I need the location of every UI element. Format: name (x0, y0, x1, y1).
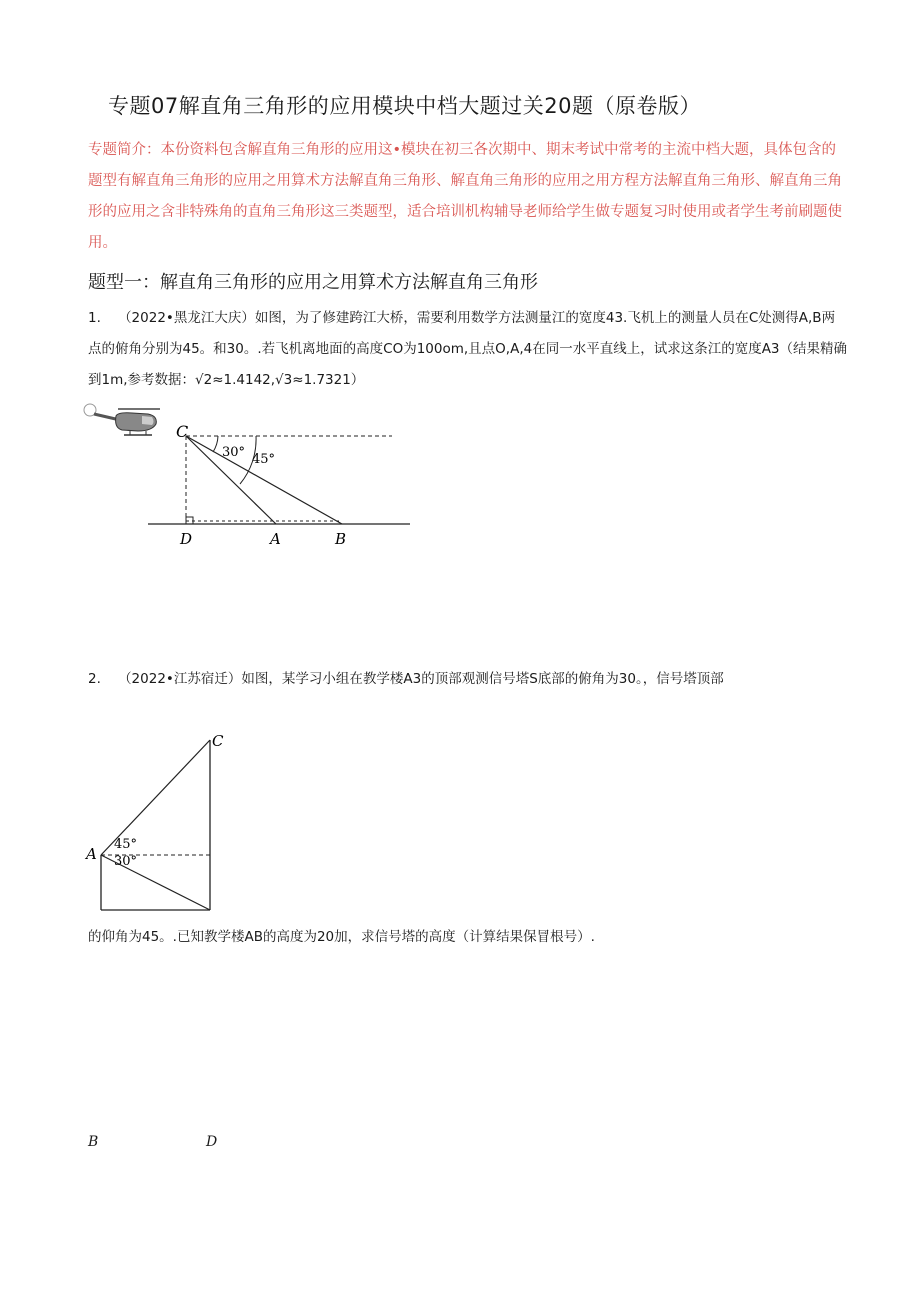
question-2 (88, 664, 848, 695)
figure1-angle-30: 30° (222, 445, 246, 460)
helicopter-icon (84, 404, 160, 435)
figure2-label-b: B (88, 1134, 99, 1150)
figure2-label-a: A (86, 845, 97, 863)
question-text: （2022•黑龙江大庆）如图，为了修建跨江大桥，需要利用数学方法测量江的宽度43.飞机上的测量人员在C处测得A,B两点的俯角分别为45。和30。.若飞机离地面的高度CO为100om,且点O,A,4在同一水平直线上，试求这条江的宽度A3（结果精确到1m,参考数据：√2≈1.4142,√3≈1.7321） (88, 310, 848, 388)
question-number: 2. (88, 671, 101, 687)
figure2-label-d: D (206, 1134, 218, 1150)
figure2-angle-45: 45° (114, 837, 138, 852)
question-text: （2022•江苏宿迁）如图，某学习小组在教学楼A3的顶部观测信号塔S底部的俯角为30。，信号塔顶部 (118, 671, 724, 687)
intro-paragraph: 专题简介：本份资料包含解直角三角形的应用这•模块在初三各次期中、期末考试中常考的主流中档大题，具体包含的题型有解直角三角形的应用之用算术方法解直角三角形、解直角三角形的应用之用方程方法解直角三角形、解直角三角形的应用之含非特殊角的直角三角形这三类题型，适合培训机构辅导老师给学生做专题复习时使用或者学生考前刷题使用。 (88, 142, 842, 251)
question-number: 1. (88, 310, 101, 326)
figure2-angle-30: 30° (114, 854, 138, 869)
figure1-label-c: C (176, 422, 189, 441)
figure-2 (84, 730, 244, 915)
section-heading: 题型一：解直角三角形的应用之用算术方法解直角三角形 (88, 272, 538, 293)
page-title: 专题07解直角三角形的应用模块中档大题过关20题（原卷版） (108, 94, 701, 118)
figure2-label-c: C (212, 732, 224, 750)
figure1-label-d: D (180, 530, 193, 548)
figure-1 (80, 400, 420, 550)
question-2-continued: 的仰角为45。.已知教学楼AB的高度为20加，求信号塔的高度（计算结果保冒根号）. (88, 929, 595, 945)
question-1 (88, 303, 848, 396)
figure1-label-b: B (335, 530, 347, 548)
figure1-label-a: A (270, 530, 281, 548)
figure1-angle-45: 45° (252, 452, 276, 467)
